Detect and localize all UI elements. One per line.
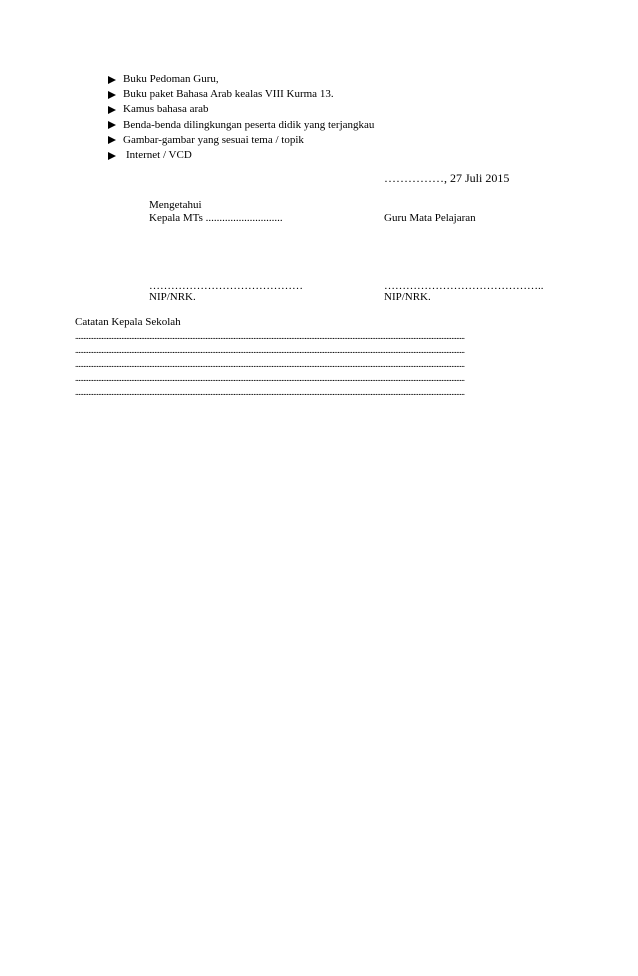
teacher-id-label: NIP/NRK. (384, 291, 431, 303)
arrowhead-bullet-icon (108, 121, 116, 129)
list-item-text: Kamus bahasa arab (123, 103, 209, 116)
teacher-position: Guru Mata Pelajaran (384, 212, 476, 224)
list-item (108, 133, 374, 148)
notes-dotted-line: ............................................................................................................................................................................................................................................ (75, 346, 465, 354)
arrowhead-bullet-icon (108, 106, 116, 114)
date-line: ……………, 27 Juli 2015 (384, 171, 510, 185)
arrowhead-bullet-icon (108, 152, 116, 160)
notes-dotted-line: ............................................................................................................................................................................................................................................ (75, 388, 465, 396)
list-item (108, 102, 374, 117)
list-item-text: Benda-benda dilingkungan peserta didik yang terjangkau (123, 118, 375, 131)
list-item (108, 148, 374, 163)
list-item (108, 72, 374, 87)
principal-id-label: NIP/NRK. (149, 291, 196, 303)
acknowledged-label: Mengetahui (149, 199, 202, 211)
notes-dotted-line: ............................................................................................................................................................................................................................................ (75, 374, 465, 382)
principal-position: Kepala MTs ............................ (149, 212, 283, 224)
list-item (108, 87, 374, 102)
notes-title: Catatan Kepala Sekolah (75, 316, 181, 328)
list-item-text: Buku paket Bahasa Arab kealas VIII Kurma 13. (123, 88, 334, 101)
notes-dotted-line: ............................................................................................................................................................................................................................................ (75, 332, 465, 340)
list-item-text: Internet / VCD (126, 149, 192, 162)
equipment-list (108, 72, 374, 163)
arrowhead-bullet-icon (108, 76, 116, 84)
arrowhead-bullet-icon (108, 91, 116, 99)
teacher-name-line: …………………………………….. (384, 280, 544, 292)
list-item (108, 118, 374, 133)
list-item-text: Buku Pedoman Guru, (123, 73, 219, 86)
principal-name-line: …………………………………… (149, 280, 303, 292)
arrowhead-bullet-icon (108, 136, 116, 144)
list-item-text: Gambar-gambar yang sesuai tema / topik (123, 133, 304, 146)
notes-dotted-line: ............................................................................................................................................................................................................................................ (75, 360, 465, 368)
